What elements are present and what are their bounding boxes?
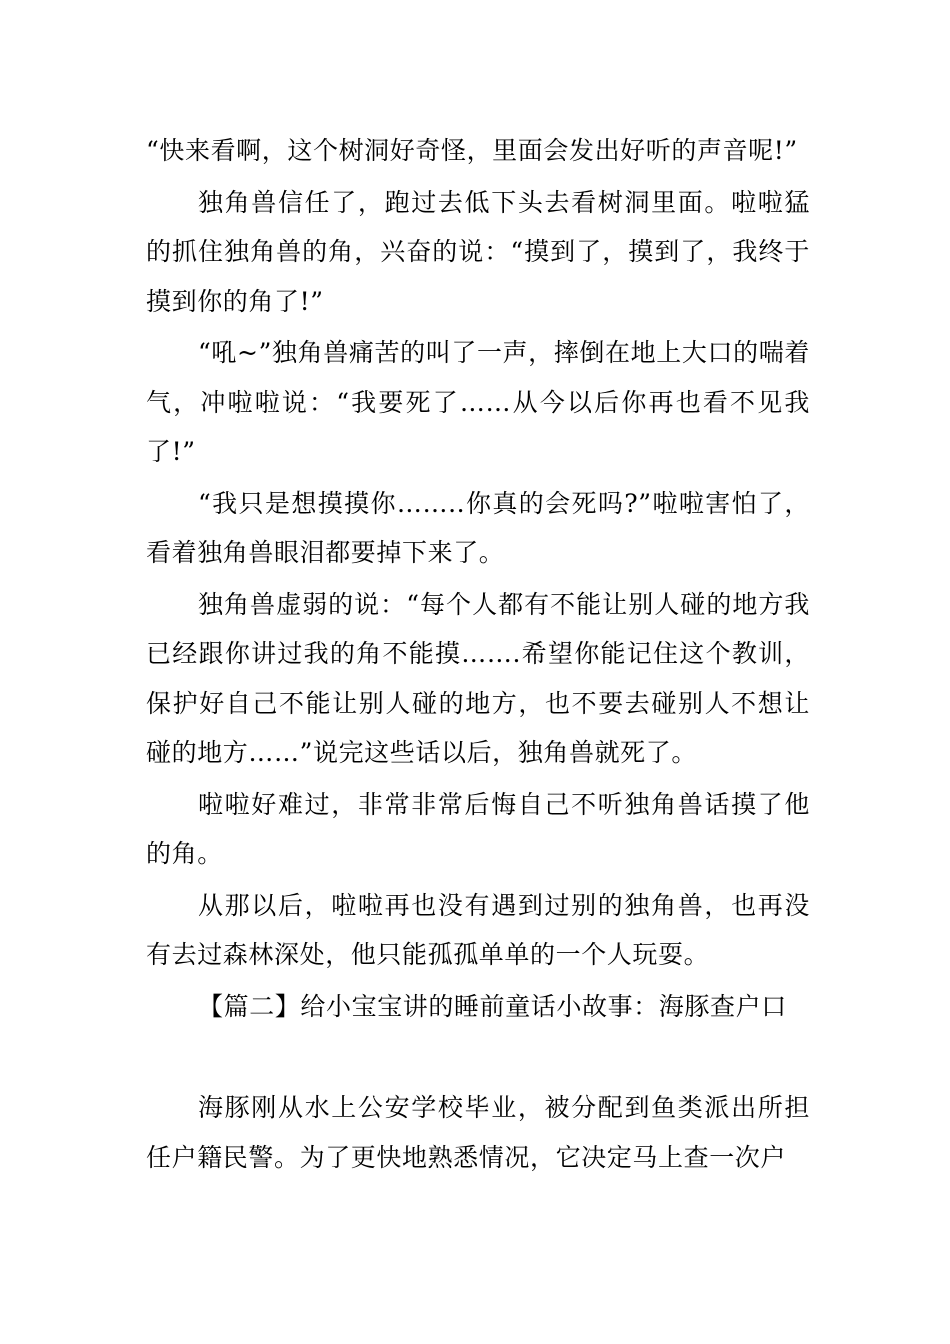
paragraph-4: “我只是想摸摸你……..你真的会死吗?”啦啦害怕了，看着独角兽眼泪都要掉下来了。 <box>146 488 810 567</box>
paragraph-2: 独角兽信任了，跑过去低下头去看树洞里面。啦啦猛的抓住独角兽的角，兴奋的说：“摸到了，摸到了，我终于摸到你的角了!” <box>146 187 810 316</box>
paragraph-1: “快来看啊，这个树洞好奇怪，里面会发出好听的声音呢!” <box>146 136 798 165</box>
document-body <box>146 126 810 1184</box>
paragraph-5: 独角兽虚弱的说：“每个人都有不能让别人碰的地方我已经跟你讲过我的角不能摸…….希望你能记住这个教训，保护好自己不能让别人碰的地方，也不要去碰别人不想让碰的地方……”说完这些话以后，独角兽就死了。 <box>146 589 810 767</box>
section-spacer <box>146 1033 810 1083</box>
paragraph-6: 啦啦好难过，非常非常后悔自己不听独角兽话摸了他的角。 <box>146 789 810 868</box>
paragraph-3: “吼~”独角兽痛苦的叫了一声，摔倒在地上大口的喘着气，冲啦啦说：“我要死了……从今以后你再也看不见我了!” <box>146 338 810 466</box>
paragraph-8: 海豚刚从水上公安学校毕业，被分配到鱼类派出所担任户籍民警。为了更快地熟悉情况，它决定马上查一次户 <box>146 1093 810 1172</box>
section-heading: 【篇二】给小宝宝讲的睡前童话小故事：海豚查户口 <box>198 991 787 1021</box>
paragraph-7: 从那以后，啦啦再也没有遇到过别的独角兽，也再没有去过森林深处，他只能孤孤单单的一个人玩耍。 <box>146 890 810 969</box>
